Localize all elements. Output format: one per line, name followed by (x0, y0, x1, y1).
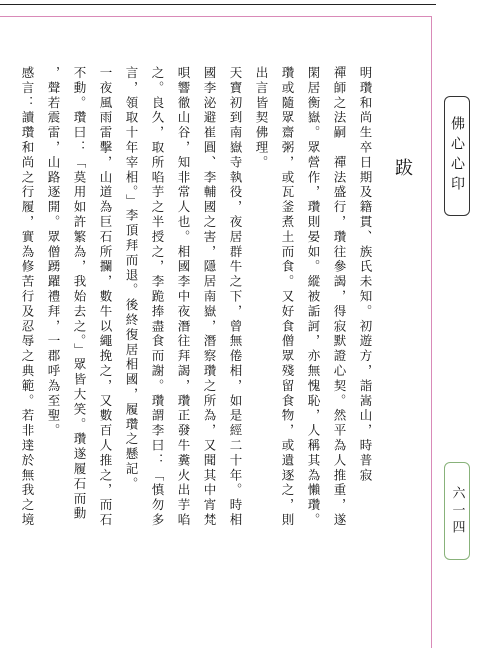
text-line: 禪師之法嗣 禪法盛行，瓚往參謁，得寂默證心契。然平為人推重，遂 (332, 66, 347, 528)
header-rule (0, 4, 436, 5)
text-line: 閑居衡嶽。眾營作，瓚則晏如。縱被詬訶，亦無愧恥，人稱其為懶瓚。 (306, 66, 321, 528)
book-title: 佛心心印 (449, 116, 465, 196)
text-line: 一夜風雨雷擊，山道為巨石所攔，數牛以繩挽之，又數百人推之，而石 (98, 66, 113, 528)
book-title-tab (444, 96, 470, 216)
text-line: 國李泌避崔圓、李輔國之害，隱居南嶽，潛察瓚之所為，又聞其中宵梵 (202, 66, 217, 528)
text-line: 天寶初到南嶽寺執役，夜居群牛之下，曾無倦相，如是經二十年。時相 (228, 66, 243, 528)
text-line: 不動。瓚曰：「莫用如許繁為，我始去之。」眾皆大笑。瓚遂履石而動 (72, 66, 87, 522)
text-line: 言，領取十年宰相。」李頂拜而退。後終復居相國，履瓚之懸記。 (124, 66, 139, 492)
text-line: 出言皆契佛理。 (254, 66, 269, 171)
text-line: 感言：讀瓚和尚之行履，實為修苦行及忍辱之典範。若非達於無我之境 (20, 66, 35, 528)
text-line: 之。良久，取所啗芋之半授之，李跪捧盡食而謝。瓚謂李曰：「慎勿多 (150, 66, 165, 528)
text-line: ，聲若震雷，山路逐開。眾僧踴躍禮拜，一郡呼為至聖。 (46, 66, 61, 439)
section-heading: 跋 (392, 158, 413, 182)
text-line: 唄響徹山谷，知非常人也。相國李中夜潛往拜謁，瓚正發牛糞火出芋啗 (176, 66, 191, 528)
page-number-tab (444, 462, 470, 560)
text-line: 明瓚和尚生卒日期及籍貫、族氏未知。初遊方，詣嵩山，時普寂 (358, 66, 373, 484)
body-text (6, 66, 426, 646)
text-line: 瓚或隨眾齋粥，或瓦釜煮土而食。又好食僧眾殘留食物，或遺逐之，則 (280, 66, 295, 528)
page-number: 六一四 (449, 485, 465, 537)
